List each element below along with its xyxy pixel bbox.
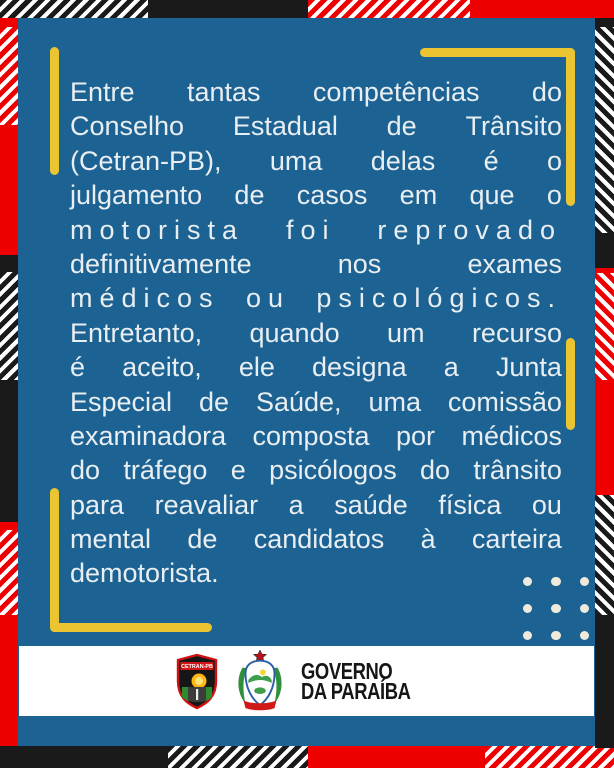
body-text (70, 77, 562, 593)
footer-bar (19, 646, 594, 716)
accent-line-right (566, 338, 575, 430)
text-line: Entretanto, quando um recurso (70, 317, 562, 348)
accent-bracket-top-right-horizontal (420, 48, 575, 57)
dot (523, 577, 533, 587)
left-border-red-segment (0, 522, 18, 746)
text-line: Especial de Saúde, uma comissão (70, 386, 562, 417)
left-border-red-segment (0, 18, 18, 255)
text-line: julgamento de casos em que o (70, 180, 562, 211)
stripe-pattern (168, 746, 308, 768)
text-line: mental de candidatos à carteira (70, 524, 562, 555)
cetran-pb-logo (175, 653, 219, 710)
dot (551, 631, 561, 641)
stripe-pattern (0, 272, 18, 380)
cetran-badge-label: CETRAN-PB (181, 663, 213, 670)
text-line: médicos ou psicológicos. (70, 283, 562, 314)
bottom-border-black-segment (0, 746, 308, 768)
stripe-pattern (0, 27, 18, 125)
stripe-pattern (308, 0, 470, 18)
text-line: Conselho Estadual de Trânsito (70, 111, 562, 142)
accent-bracket-bottom-left-horizontal (50, 623, 212, 632)
top-border-black-segment (0, 0, 308, 18)
dot (523, 631, 533, 641)
accent-line-top-left (50, 47, 59, 175)
accent-bracket-top-right-vertical (566, 48, 575, 206)
bottom-border-red-segment (308, 746, 614, 768)
text-line: de motorista. (70, 558, 219, 589)
paraiba-coat-of-arms (232, 650, 288, 712)
government-wordmark (301, 657, 411, 704)
right-border-black-segment (595, 18, 614, 268)
text-line: Entre tantas competências do (70, 77, 562, 107)
text-line: definitivamente nos exames (70, 248, 562, 279)
stripe-pattern (485, 746, 614, 768)
stripe-pattern (0, 530, 18, 615)
right-border-red-segment (595, 268, 614, 495)
text-line: do tráfego e psicólogos do trânsito (70, 455, 562, 486)
dot (580, 604, 590, 614)
stripe-pattern (0, 0, 148, 18)
stripe-pattern (595, 273, 614, 380)
government-wordmark-line2: DA PARAÍBA (301, 678, 411, 704)
government-wordmark-line1: GOVERNO (301, 657, 393, 684)
left-border-black-segment (0, 255, 18, 522)
text-line: é aceito, ele designa a Junta (70, 352, 562, 383)
accent-bracket-bottom-left-vertical (50, 488, 59, 632)
dot (551, 604, 561, 614)
text-line: examinadora composta por médicos (70, 420, 562, 451)
dots-grid (513, 568, 599, 649)
dot (523, 604, 533, 614)
text-line: (Cetran-PB), uma delas é o (70, 145, 562, 176)
dot (551, 577, 561, 587)
dot (580, 577, 590, 587)
text-line: para reavaliar a saúde física ou (70, 489, 562, 520)
top-border-red-segment (308, 0, 614, 18)
stripe-pattern (595, 27, 614, 233)
text-line: motorista foi reprovado (70, 214, 562, 245)
dot (580, 631, 590, 641)
